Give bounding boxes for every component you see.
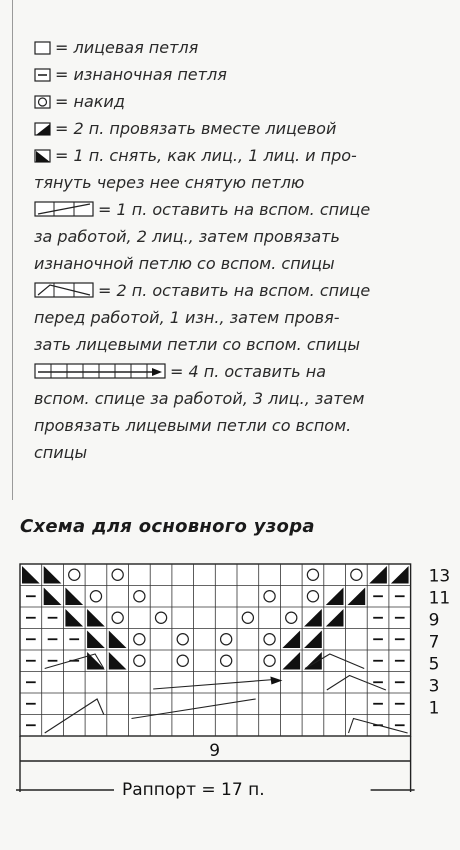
k2tog-symbol-icon — [34, 122, 51, 136]
legend-item-cable-long: = 4 п. оставить на — [34, 358, 444, 385]
cable-right-mark — [305, 654, 364, 669]
repeat-label: Раппорт = 17 п. — [122, 780, 265, 800]
cable-left-symbol-icon — [34, 282, 94, 298]
skpo-mark — [44, 566, 62, 584]
yarn-over-mark — [134, 634, 145, 645]
cable-left-mark — [327, 676, 386, 691]
cable-long-symbol-icon — [34, 363, 166, 379]
cable-left-mark — [349, 719, 408, 734]
cable-long-arrow — [270, 677, 282, 685]
knit-symbol-icon — [34, 41, 51, 55]
k2tog-mark — [348, 588, 366, 606]
purl-symbol-icon — [34, 68, 51, 82]
legend-item-cable-left: = 2 п. оставить на вспом. спице — [34, 277, 444, 304]
legend-item-cable-long-cont-1: вспом. спице за работой, 3 лиц., затем — [34, 389, 365, 408]
k2tog-mark — [391, 566, 409, 584]
skpo-mark — [65, 588, 83, 606]
yarn-over-mark — [112, 569, 123, 580]
skpo-mark — [87, 652, 105, 670]
cable-right-mark — [45, 699, 104, 733]
yarn-over-mark — [134, 591, 145, 602]
yarn-over-mark — [155, 612, 166, 623]
yarn-over-mark — [307, 569, 318, 580]
legend-item-cable-right-cont-1: за работой, 2 лиц., затем провязать — [34, 227, 340, 246]
yarn-over-mark — [112, 612, 123, 623]
yarn-over-mark — [264, 634, 275, 645]
legend-item-yarn-over: = накид — [34, 88, 444, 115]
yarn-over-mark — [177, 634, 188, 645]
k2tog-mark — [282, 652, 300, 670]
skpo-symbol-icon — [34, 149, 51, 163]
cable-long-mark — [153, 680, 274, 690]
cable-right-symbol-icon — [34, 201, 94, 217]
yarn-over-mark — [351, 569, 362, 580]
skpo-mark — [44, 588, 62, 606]
k2tog-mark — [369, 566, 387, 584]
skpo-mark — [87, 631, 105, 649]
k2tog-mark — [304, 631, 322, 649]
yarn-over-mark — [286, 612, 297, 623]
k2tog-mark — [304, 652, 322, 670]
legend-item-skpo: = 1 п. снять, как лиц., 1 лиц. и про- — [34, 142, 444, 169]
skpo-mark — [109, 631, 127, 649]
k2tog-mark — [326, 609, 344, 627]
skpo-mark — [22, 566, 40, 584]
legend-item-knit: = лицевая петля — [34, 34, 444, 61]
yarn-over-mark — [134, 655, 145, 666]
row-number: 5 — [428, 654, 440, 675]
yarn-over-mark — [264, 655, 275, 666]
yarn-over-mark — [69, 569, 80, 580]
chart-grid — [20, 564, 411, 736]
yarn-over-mark — [90, 591, 101, 602]
legend-item-k2tog: = 2 п. провязать вместе лицевой — [34, 115, 444, 142]
legend-item-cable-right: = 1 п. оставить на вспом. спице — [34, 196, 444, 223]
legend-item-skpo-cont: тянуть через нее снятую петлю — [34, 173, 305, 192]
yarn-over-mark — [242, 612, 253, 623]
cable-left-mark — [45, 654, 104, 669]
yarn-over-mark — [307, 591, 318, 602]
row-number: 13 — [428, 566, 451, 587]
legend-item-cable-long-cont-3: спицы — [34, 443, 88, 462]
bracket-label: 9 — [209, 741, 221, 761]
skpo-mark — [109, 652, 127, 670]
k2tog-mark — [304, 609, 322, 627]
skpo-mark — [87, 609, 105, 627]
yarn-over-symbol-icon — [34, 95, 51, 109]
chart-title: Схема для основного узора — [20, 516, 315, 537]
skpo-mark — [65, 609, 83, 627]
row-number: 7 — [428, 632, 440, 653]
yarn-over-mark — [177, 655, 188, 666]
yarn-over-mark — [264, 591, 275, 602]
row-number: 1 — [428, 698, 440, 719]
cable-long-mark — [132, 699, 256, 719]
row-number: 3 — [428, 676, 440, 697]
legend — [34, 34, 444, 466]
yarn-over-mark — [221, 634, 232, 645]
margin-line — [12, 0, 13, 500]
legend-item-cable-left-cont-1: перед работой, 1 изн., затем провя- — [34, 308, 340, 327]
legend-item-cable-left-cont-2: зать лицевыми петли со вспом. спицы — [34, 335, 361, 354]
legend-item-cable-long-cont-2: провязать лицевыми петли со вспом. — [34, 416, 352, 435]
yarn-over-mark — [221, 655, 232, 666]
legend-item-cable-right-cont-2: изнаночной петлю со вспом. спицы — [34, 254, 335, 273]
k2tog-mark — [282, 631, 300, 649]
row-number: 9 — [428, 610, 440, 631]
legend-item-purl: = изнаночная петля — [34, 61, 444, 88]
row-number: 11 — [428, 588, 451, 609]
k2tog-mark — [326, 588, 344, 606]
